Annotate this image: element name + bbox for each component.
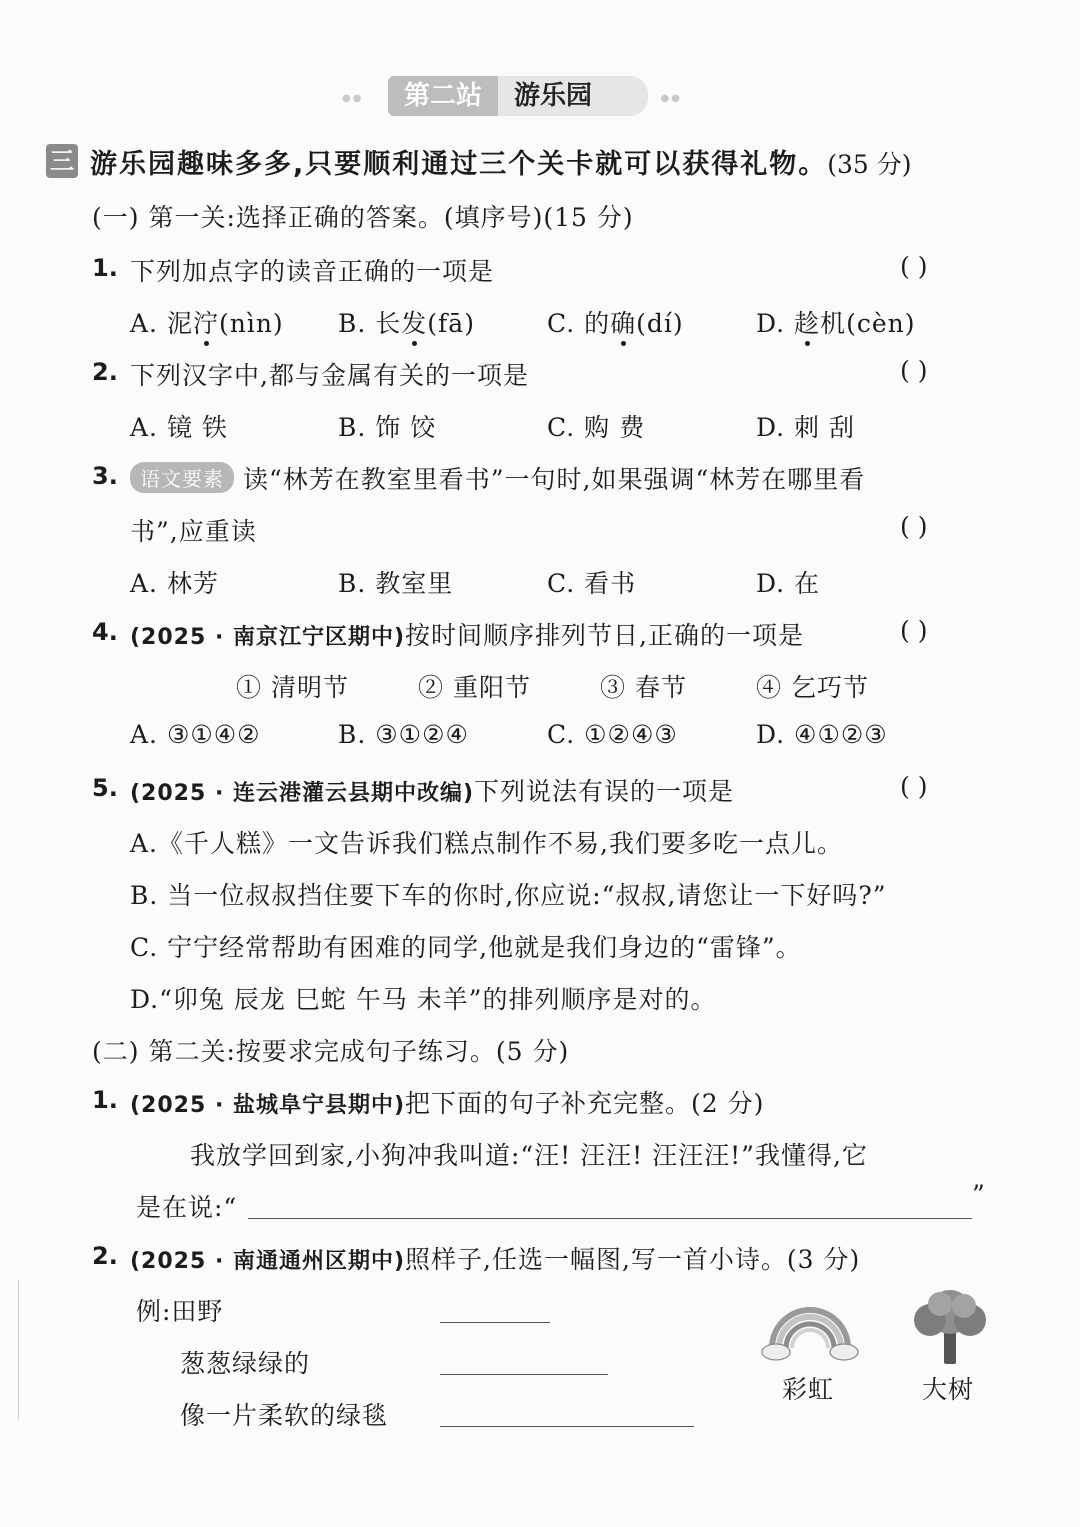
- p2q1-question: 把下面的句子补充完整。(2 分): [405, 1089, 765, 1118]
- q3-option-b: B. 教室里: [338, 569, 454, 598]
- q1-option-a: [130, 304, 284, 340]
- section-title: 游乐园趣味多多,只要顺利通过三个关卡就可以获得礼物。: [90, 149, 828, 180]
- q1-option-b: [338, 304, 475, 340]
- p2q1-sentence-line1: 我放学回到家,小狗冲我叫道:“汪! 汪汪! 汪汪汪!”我懂得,它: [190, 1141, 868, 1170]
- q1-a-pre: A. 泥: [130, 309, 193, 338]
- part2-title: (二) 第二关:按要求完成句子练习。(5 分): [92, 1037, 570, 1066]
- decor-dots-left: ●●: [342, 93, 364, 104]
- q4-option-c: C. ①②④③: [547, 720, 678, 749]
- q1-b-pinyin: (fā): [427, 309, 475, 338]
- q4-number: 4.: [92, 618, 118, 646]
- picture-label-tree: 大树: [922, 1375, 975, 1404]
- q1-c-pre: C. 的: [547, 309, 611, 338]
- q3-answer-blank[interactable]: ( ): [900, 512, 928, 541]
- q1-a-pinyin: (nìn): [218, 309, 284, 338]
- q3-tag-pill: 语文要素: [130, 462, 234, 493]
- q1-d-pre: D.: [756, 309, 795, 338]
- p2q2-question: 照样子,任选一幅图,写一首小诗。(3 分): [405, 1245, 861, 1274]
- q5-option-c: C. 宁宁经常帮助有困难的同学,他就是我们身边的“雷锋”。: [130, 933, 802, 962]
- section-number-badge: 三: [46, 144, 78, 178]
- q1-d-pinyin: 机(cèn): [820, 309, 916, 338]
- q4-answer-blank[interactable]: ( ): [900, 616, 928, 645]
- poem-answer-line-3[interactable]: [440, 1426, 694, 1427]
- p2q2-number: 2.: [92, 1242, 118, 1270]
- q1-option-d: [756, 304, 915, 340]
- q2-option-c: C. 购 费: [547, 413, 646, 442]
- poem-answer-line-2[interactable]: [440, 1374, 608, 1375]
- station-label: 第二站: [388, 76, 498, 116]
- q1-b-dotted-char: 发: [401, 309, 428, 338]
- p2q1-sentence-suffix: ”: [972, 1180, 986, 1209]
- q3-option-c: C. 看书: [547, 569, 637, 598]
- p2q2-source: (2025 · 南通通州区期中): [130, 1249, 406, 1274]
- q2-option-b: B. 饰 饺: [338, 413, 437, 442]
- p2q1-text: [130, 1084, 764, 1120]
- q4-option-b: B. ③①②④: [338, 720, 469, 749]
- q2-answer-blank[interactable]: ( ): [900, 356, 928, 385]
- q3-option-d: D. 在: [756, 569, 821, 598]
- p2q2-text: [130, 1240, 860, 1276]
- q4-item-1: ① 清明节: [236, 673, 349, 702]
- q4-item-2: ② 重阳节: [418, 673, 531, 702]
- q3-line2: 书”,应重读: [130, 517, 257, 546]
- tree-image: [908, 1286, 992, 1366]
- section-heading: [90, 142, 912, 181]
- section-score: (35 分): [827, 150, 912, 179]
- q1-text: 下列加点字的读音正确的一项是: [130, 257, 495, 286]
- q4-question: 按时间顺序排列节日,正确的一项是: [405, 621, 804, 650]
- q1-option-c: [547, 304, 684, 340]
- q5-text: [130, 772, 734, 808]
- p2q1-source: (2025 · 盐城阜宁县期中): [130, 1093, 406, 1118]
- station-banner: [342, 76, 682, 120]
- station-title: 游乐园: [498, 76, 648, 116]
- example-title: 例:田野: [136, 1297, 224, 1326]
- poem-answer-line-1[interactable]: [440, 1322, 550, 1323]
- q1-b-pre: B. 长: [338, 309, 402, 338]
- q1-d-dotted-char: 趁: [794, 309, 821, 338]
- q5-answer-blank[interactable]: ( ): [900, 772, 928, 801]
- q1-answer-blank[interactable]: ( ): [900, 252, 928, 281]
- q1-number: 1.: [92, 254, 118, 282]
- q3-option-a: A. 林芳: [130, 569, 219, 598]
- q5-option-d: D.“卯兔 辰龙 巳蛇 午马 未羊”的排列顺序是对的。: [130, 985, 717, 1014]
- picture-label-rainbow: 彩虹: [782, 1375, 835, 1404]
- q4-option-d: D. ④①②③: [756, 720, 888, 749]
- q3-line1-text: 读“林芳在教室里看书”一句时,如果强调“林芳在哪里看: [242, 465, 866, 494]
- q5-option-a: A.《千人糕》一文告诉我们糕点制作不易,我们要多吃一点儿。: [130, 829, 843, 858]
- q1-c-dotted-char: 确: [610, 309, 637, 338]
- example-line-3: 像一片柔软的绿毯: [180, 1401, 389, 1430]
- q1-c-pinyin: (dí): [636, 309, 684, 338]
- q4-item-4: ④ 乞巧节: [756, 673, 869, 702]
- q4-item-3: ③ 春节: [600, 673, 687, 702]
- page-edge-line: [18, 1280, 19, 1420]
- q2-option-d: D. 刺 刮: [756, 413, 855, 442]
- decor-dots-right: ●●: [660, 93, 682, 104]
- p2q1-number: 1.: [92, 1086, 118, 1114]
- example-line-2: 葱葱绿绿的: [180, 1349, 311, 1378]
- q2-number: 2.: [92, 358, 118, 386]
- q2-option-a: A. 镜 铁: [130, 413, 228, 442]
- q5-number: 5.: [92, 774, 118, 802]
- q5-source: (2025 · 连云港灌云县期中改编): [130, 781, 475, 806]
- q4-option-a: A. ③①④②: [130, 720, 261, 749]
- q5-option-b: B. 当一位叔叔挡住要下车的你时,你应说:“叔叔,请您让一下好吗?”: [130, 881, 887, 910]
- q4-text: [130, 616, 804, 652]
- q4-source: (2025 · 南京江宁区期中): [130, 625, 406, 650]
- q1-a-dotted-char: 泞: [192, 309, 219, 338]
- p2q1-sentence-prefix: 是在说:“: [136, 1193, 238, 1222]
- q2-text: 下列汉字中,都与金属有关的一项是: [130, 361, 529, 390]
- q3-number: 3.: [92, 462, 118, 490]
- p2q1-answer-line[interactable]: [248, 1218, 972, 1219]
- q5-question: 下列说法有误的一项是: [474, 777, 735, 806]
- q3-line1: [130, 460, 865, 496]
- part1-title: (一) 第一关:选择正确的答案。(填序号)(15 分): [92, 203, 634, 232]
- rainbow-image: [760, 1296, 860, 1362]
